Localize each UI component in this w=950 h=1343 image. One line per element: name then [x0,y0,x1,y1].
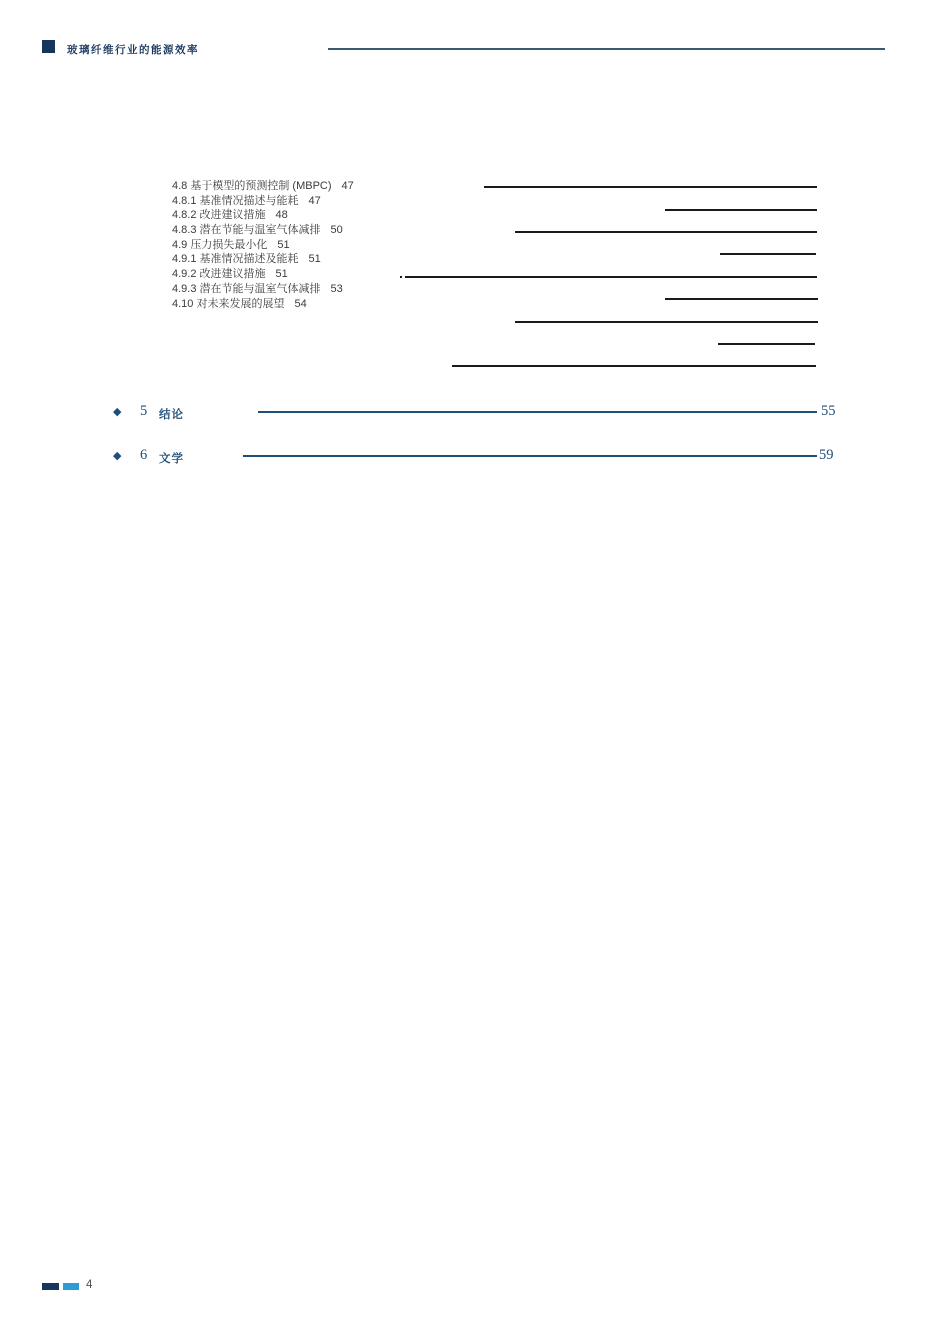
section-page: 55 [821,403,836,419]
leader-line [484,186,817,188]
section-number: 5 [140,403,148,419]
diamond-icon: ◆ [113,406,122,418]
toc-entry [172,238,354,253]
toc-entry [172,223,354,238]
toc-section-6 [113,447,850,465]
header-square-icon [42,40,55,53]
toc-entry [172,179,354,194]
section-page: 59 [819,447,834,463]
section-rule [243,455,817,457]
toc-entry-label: 4.9.3 潜在节能与温室气体减排 [172,282,321,295]
toc-entry-label: 4.8.3 潜在节能与温室气体减排 [172,224,321,237]
toc-entry-label: 4.9 压力损失最小化 [172,238,268,251]
toc-entry-page: 54 [294,297,307,310]
toc-entry-label: 4.10 对未来发展的展望 [172,297,285,310]
toc-entry [172,297,354,312]
toc-entry-page: 47 [308,194,321,207]
section-rule [258,411,817,413]
leader-line [665,298,818,300]
toc-entry-page: 50 [330,224,343,237]
leader-line [718,343,815,345]
diamond-icon: ◆ [113,450,122,462]
toc-entry-page: 47 [341,180,354,192]
toc-entry-page: 48 [275,209,288,222]
section-label: 结论 [159,409,184,421]
leader-line [665,209,817,211]
toc-entry-label: 4.8.2 改进建议措施 [172,209,266,222]
toc-entry [172,267,354,282]
toc-entry-page: 51 [308,253,321,266]
header-rule [328,48,885,50]
leader-line [515,321,818,323]
page-number: 4 [86,1279,93,1291]
header-title: 玻璃纤维行业的能源效率 [67,44,199,56]
footer-square-light-icon [63,1283,79,1290]
toc-entry-page: 53 [330,282,343,295]
toc-entry [172,252,354,267]
toc-entry-label: 4.8.1 基准情况描述与能耗 [172,194,299,207]
footer-square-dark-icon [42,1283,59,1290]
toc-list [172,179,354,311]
leader-dot [400,276,402,278]
section-label: 文学 [159,453,184,465]
toc-entry-label: 4.9.1 基准情况描述及能耗 [172,253,299,266]
section-number: 6 [140,447,148,463]
leader-line [515,231,817,233]
toc-entry-page: 51 [277,238,290,251]
toc-section-5 [113,403,850,421]
toc-entry [172,282,354,297]
toc-entry-label: 4.9.2 改进建议措施 [172,268,266,281]
toc-entry-page: 51 [275,268,288,281]
leader-line [720,253,816,255]
toc-entry [172,208,354,223]
toc-entry [172,194,354,209]
toc-entry-label: 4.8 基于模型的预测控制 (MBPC) [172,180,332,192]
leader-line [405,276,817,278]
leader-line [452,365,816,367]
